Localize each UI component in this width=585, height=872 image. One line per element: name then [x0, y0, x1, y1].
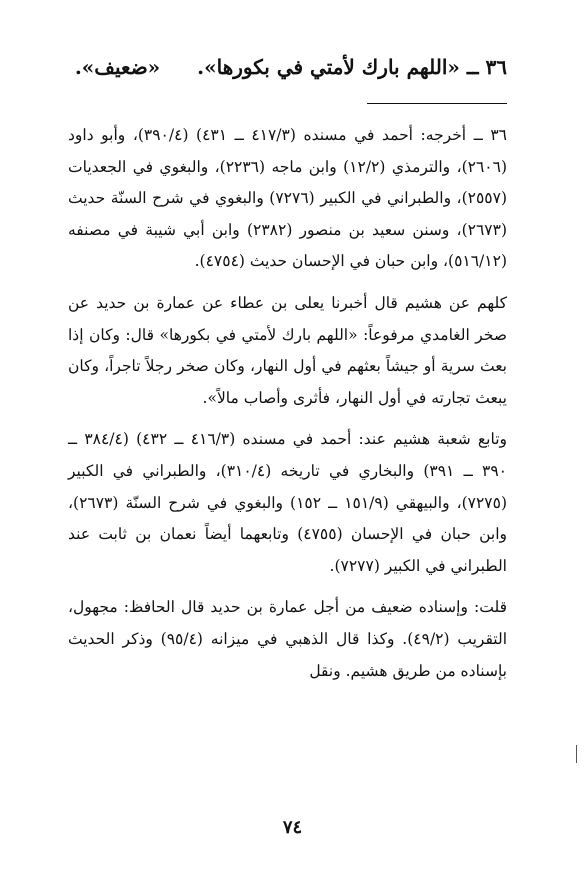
footnote-separator-line [367, 103, 507, 104]
corroboration-paragraph [68, 424, 507, 582]
footnote-number: ٣٦ ــ [473, 126, 508, 144]
hadith-heading [70, 50, 507, 84]
page-number: ٧٤ [282, 817, 303, 838]
scan-edge-mark [576, 745, 577, 763]
chain-paragraph [68, 288, 507, 414]
takhrij-paragraph [68, 120, 507, 278]
paragraph-text: قلت: وإسناده ضعيف من أجل عمارة بن حديد قال الحافظ: مجهول، التقريب (٤٩/٢). وكذا قال الذهبي في ميزانه (٩٥/٤) وذكر الحديث بإسناده من طريق هشيم. ونقل [68, 598, 507, 680]
commentary-body [68, 120, 507, 697]
verdict-paragraph [68, 592, 507, 687]
paragraph-text: كلهم عن هشيم قال أخبرنا يعلى بن عطاء عن عمارة بن حديد عن صخر الغامدي مرفوعاً: «اللهم بارك لأمتي في بكورها» قال: وكان إذا بعث سرية أو جيشاً بعثهم في أول النهار، وكان صخر رجلاً تاجراً، وكان يبعث تجارته في أول النهار، فأثرى وأصاب مالاً». [68, 293, 507, 407]
hadith-grade: «ضعيف». [74, 55, 161, 79]
hadith-title: ٣٦ ــ «اللهم بارك لأمتي في بكورها». [197, 55, 507, 79]
paragraph-text: أخرجه: أحمد في مسنده (٤١٧/٣ ــ ٤٣١) (٣٩٠/٤)، وأبو داود (٢٦٠٦)، والترمذي (١٢/٢) وابن ماجه (٢٢٣٦)، والبغوي في الجعديات (٢٥٥٧)، والطبراني في الكبير (٧٢٧٦) والبغوي في شرح السنّة حديث (٢٦٧٣)، وسنن سعيد بن منصور (٢٣٨٢) وابن أبي شيبة في مصنفه (٥١٦/١٢)، وابن حبان في الإحسان حديث (٤٧٥٤). [68, 126, 507, 271]
paragraph-text: وتابع شعبة هشيم عند: أحمد في مسنده (٤١٦/٣ ــ ٤٣٢) (٣٨٤/٤ ــ ٣٩٠ ــ ٣٩١) والبخاري في تاريخه (٣١٠/٤)، والطبراني في الكبير (٧٢٧٥)، والبيهقي (١٥١/٩ ــ ١٥٢) والبغوي في شرح السنّة (٢٦٧٣)، وابن حبان في الإحسان (٤٧٥٥) وتابعهما أيضاً نعمان بن ثابت عند الطبراني في الكبير (٧٢٧٧). [68, 430, 508, 575]
